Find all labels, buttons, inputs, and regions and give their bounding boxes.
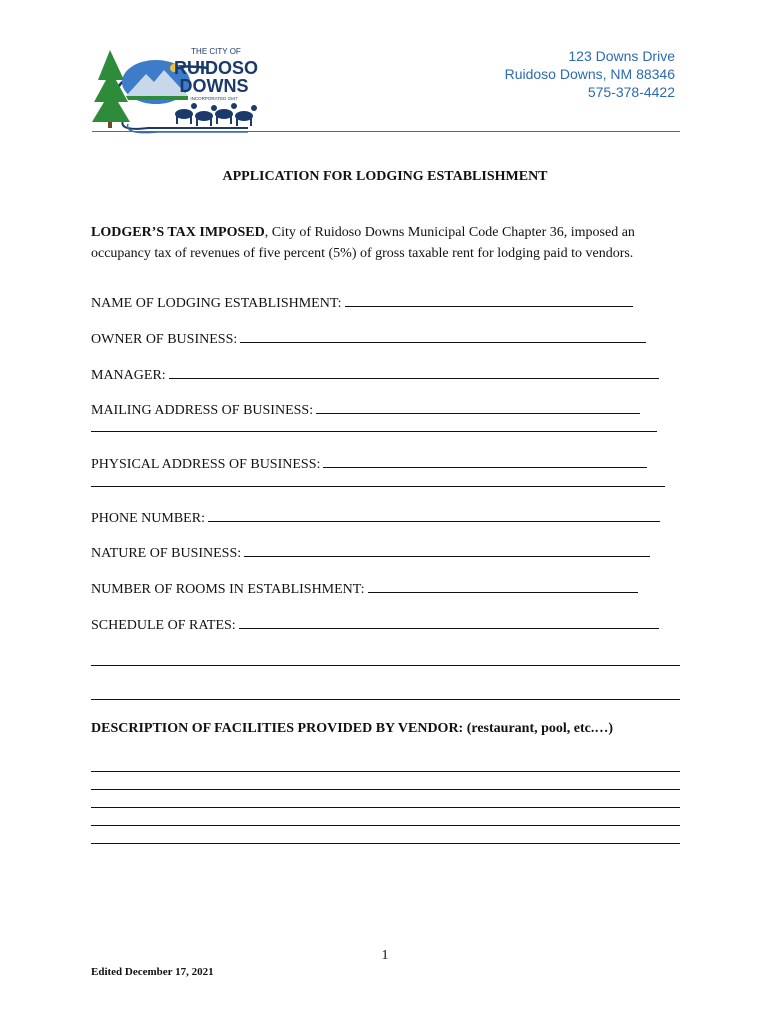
intro-text: , City of Ruidoso Downs Municipal Code Chapter 36, imposed an occupancy tax of revenues of five percent (5%) of gross taxable rent for lodging paid to vendors. [91,225,635,261]
logo-subtitle: INCORPORATED 1947 [190,96,238,101]
page-number: 1 [381,948,389,963]
field-label-owner: OWNER OF BUSINESS: [91,332,238,347]
city-logo [88,40,258,135]
rates-input-line[interactable] [239,616,659,629]
description-heading [91,721,613,737]
address-phone: 575-378-4422 [587,84,675,100]
field-manager [91,366,659,384]
logo-name-line1: RUIDOSO [173,58,258,78]
field-label-phone: PHONE NUMBER: [91,511,205,526]
field-label-physical-address: PHYSICAL ADDRESS OF BUSINESS: [91,457,321,472]
address-line2: Ruidoso Downs, NM 88346 [504,66,675,82]
description-line-4[interactable] [91,825,680,826]
rooms-input-line[interactable] [368,580,638,593]
edited-date: Edited December 17, 2021 [91,966,214,978]
owner-input-line[interactable] [240,330,646,343]
field-rates [91,616,659,634]
description-bold: DESCRIPTION OF FACILITIES PROVIDED BY VENDOR: [91,721,464,736]
nature-input-line[interactable] [244,544,650,557]
field-physical-address [91,455,647,473]
field-lodging-name [91,294,633,312]
field-mailing-address [91,401,640,419]
physical-address-input-line[interactable] [323,455,647,468]
field-label-lodging-name: NAME OF LODGING ESTABLISHMENT: [91,296,342,311]
field-owner [91,330,646,348]
logo-name-line2: DOWNS [179,76,249,96]
header-divider [92,131,680,132]
field-rooms [91,580,638,598]
field-nature [91,544,650,562]
manager-input-line[interactable] [169,366,659,379]
rates-input-line-3[interactable] [91,699,680,700]
field-label-manager: MANAGER: [91,368,166,383]
rates-input-line-2[interactable] [91,665,680,666]
field-label-mailing-address: MAILING ADDRESS OF BUSINESS: [91,403,314,418]
description-line-3[interactable] [91,807,680,808]
field-label-rooms: NUMBER OF ROOMS IN ESTABLISHMENT: [91,582,365,597]
field-phone [91,509,660,527]
phone-input-line[interactable] [208,509,660,522]
document-title: APPLICATION FOR LODGING ESTABLISHMENT [222,169,548,184]
mailing-address-input-line-2[interactable] [91,431,657,432]
mailing-address-input-line[interactable] [316,401,640,414]
description-hint: (restaurant, pool, etc.…) [466,721,614,736]
logo-top-text: THE CITY OF [191,47,241,56]
field-label-nature: NATURE OF BUSINESS: [91,546,242,561]
lodging-name-input-line[interactable] [345,294,633,307]
address-line1: 123 Downs Drive [568,48,675,64]
description-line-2[interactable] [91,789,680,790]
intro-bold-lead: LODGER’S TAX IMPOSED [91,225,265,240]
intro-paragraph [91,222,683,264]
description-line-1[interactable] [91,771,680,772]
physical-address-input-line-2[interactable] [91,486,665,487]
field-label-rates: SCHEDULE OF RATES: [91,618,236,633]
description-line-5[interactable] [91,843,680,844]
address-block [505,47,675,101]
